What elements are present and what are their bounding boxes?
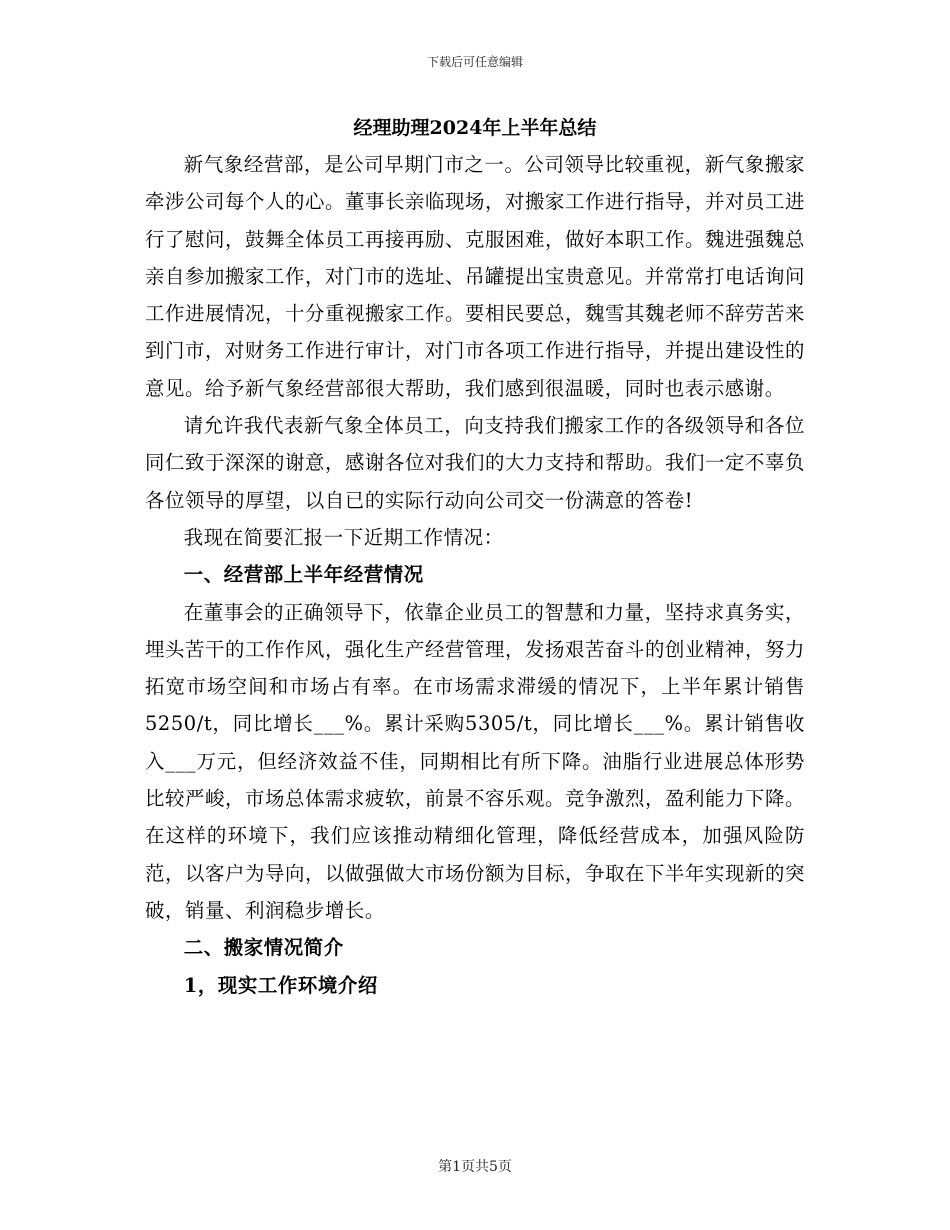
page-number-footer: 第1页共5页 [438, 1159, 512, 1175]
paragraph-intro: 新气象经营部，是公司早期门市之一。公司领导比较重视，新气象搬家牵涉公司每个人的心。董事长亲临现场，对搬家工作进行指导，并对员工进行了慰问，鼓舞全体员工再接再励、克服困难，做好本职工作。魏进强魏总亲自参加搬家工作，对门市的选址、吊罐提出宝贵意见。并常常打电话询问工作进展情况，十分重视搬家工作。要相民要总，魏雪其魏老师不辞劳苦来到门市，对财务工作进行审计，对门市各项工作进行指导，并提出建设性的意见。给予新气象经营部很大帮助，我们感到很温暖，同时也表示感谢。 [145, 153, 805, 400]
section-heading-operations: 一、经营部上半年经营情况 [183, 563, 424, 587]
document-body [145, 146, 805, 1004]
paragraph-thanks: 请允许我代表新气象全体员工，向支持我们搬家工作的各级领导和各位同仁致于深深的谢意，感谢各位对我们的大力支持和帮助。我们一定不辜负各位领导的厚望，以自已的实际行动向公司交一份满意的答卷! [145, 414, 805, 512]
page-header-note: 下载后可任意编辑 [426, 55, 523, 69]
paragraph-operations: 在董事会的正确领导下，依靠企业员工的智慧和力量，坚持求真务实，埋头苦干的工作作风，强化生产经营管理，发扬艰苦奋斗的创业精神，努力拓宽市场空间和市场占有率。在市场需求滞缓的情况下，上半年累计销售5250/t，同比增长___%。累计采购5305/t，同比增长___%。累计销售收入___万元，但经济效益不佳，同期相比有所下降。油脂行业进展总体形势比较严峻，市场总体需求疲软，前景不容乐观。竞争激烈，盈利能力下降。在这样的环境下，我们应该推动精细化管理，降低经营成本，加强风险防范，以客户为导向，以做强做大市场份额为目标，争取在下半年实现新的突破，销量、利润稳步增长。 [145, 600, 805, 922]
paragraph-report-lead: 我现在简要汇报一下近期工作情况： [183, 525, 504, 549]
section-heading-relocation: 二、搬家情况简介 [183, 936, 344, 960]
document-title: 经理助理2024年上半年总结 [353, 117, 597, 139]
subsection-heading-environment: 1，现实工作环境介绍 [183, 973, 378, 997]
